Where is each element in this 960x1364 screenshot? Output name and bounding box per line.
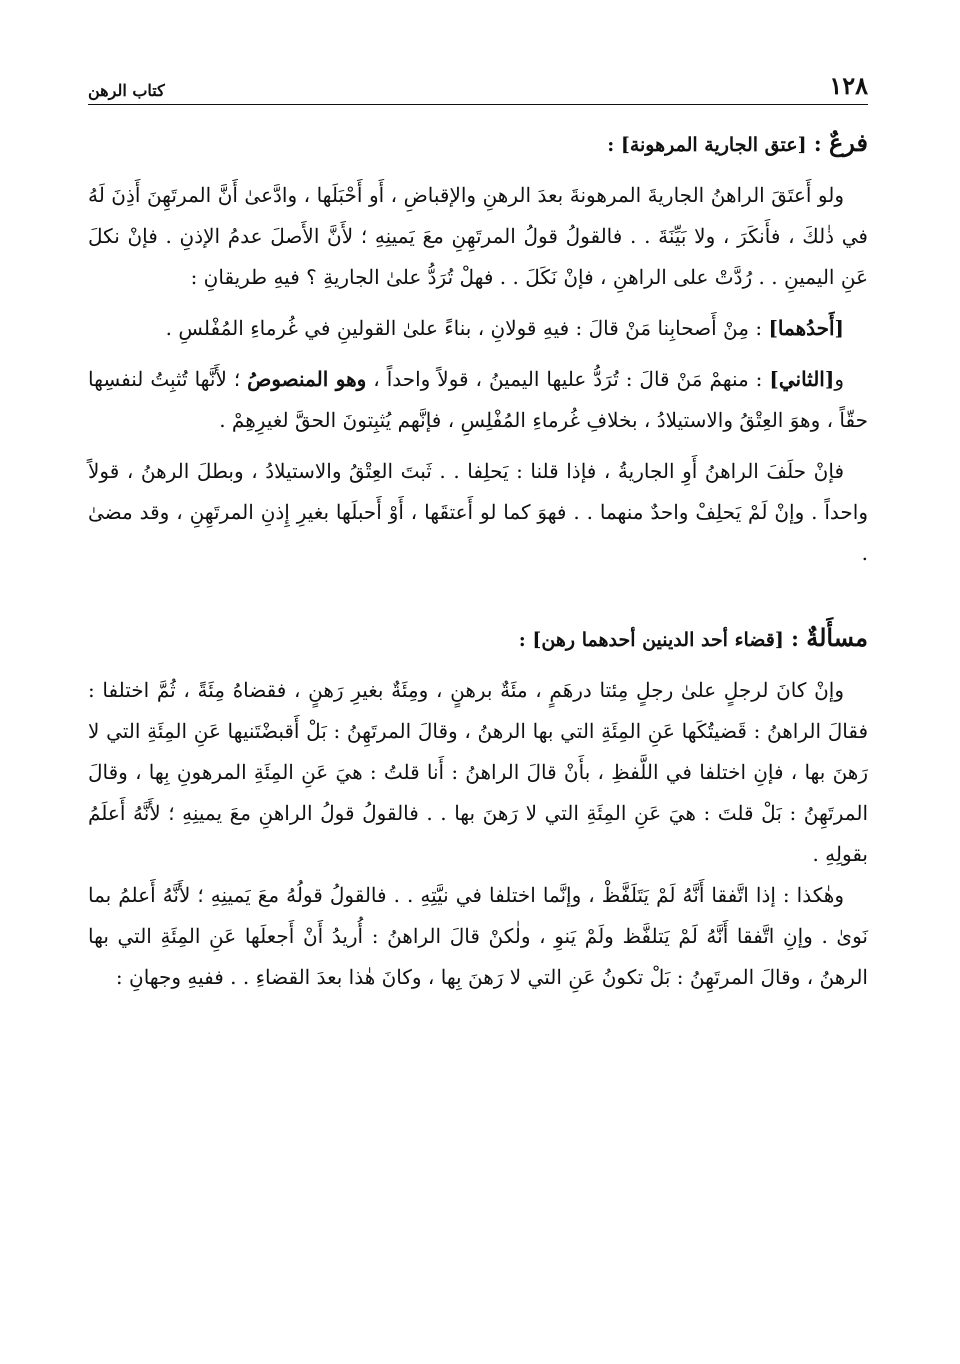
paragraph-text: : منهمْ مَنْ قالَ : تُرَدُّ عليها اليمينُ ، قولاً واحداً ، xyxy=(366,367,770,391)
label-mansus: وهو المنصوصُ xyxy=(247,367,367,391)
label-first: [أَحدُهما] xyxy=(768,316,844,340)
paragraph-prefix: و xyxy=(834,367,844,391)
running-header xyxy=(88,70,868,105)
paragraph xyxy=(88,308,868,349)
page xyxy=(88,70,868,998)
section-heading-masala xyxy=(88,618,868,660)
heading-keyword: مسأَلةٌ xyxy=(806,623,868,652)
paragraph-text: ؛ لأَنَّها تُثبِتُ لنفسِها حقّاً ، وهوَ العِتْقُ والاستيلادُ ، بخلافِ غُرماءِ المُفْلِسِ ، فإنَّهم يُثبِتونَ الحقَّ لغيرِهِمْ . xyxy=(88,367,868,432)
paragraph: فإنْ حلَفَ الراهنُ أَوِ الجاريةُ ، فإذا قلنا : يَحلِفا . . ثَبتَ العِتْقُ والاستيلادُ ، وبطلَ الرهنُ ، قولاً واحداً . وإنْ لَمْ يَحلِفْ واحدٌ منهما . . فهوَ كما لو أَعتقَها ، أَوْ أَحبلَها بغيرِ إِذنِ المرتَهِنِ ، وقد مضىٰ . xyxy=(88,459,868,565)
section-heading-far xyxy=(88,123,868,165)
heading-separator: : xyxy=(806,131,829,156)
paragraph: وإنْ كانَ لرجلٍ علىٰ رجلٍ مِئتا درهَمٍ ، مئَةٌ برهنٍ ، ومِئَةٌ بغيرِ رَهنٍ ، فقضاهُ مِئَةً ، ثُمَّ اختلفا : فقالَ الراهنُ : قَضيتُكَها عَنِ المِئَةِ التي بها الرهنُ ، وقالَ المرتَهِنُ : بَلْ أَقبضْتَنيها عَنِ المِئَةِ التي لا رَهنَ بها ، فإنِ اختلفا في اللَّفظِ ، بأَنْ قالَ الراهنُ : أَنا قلتُ : هيَ عَنِ المِئَةِ المرهونِ بِها ، وقالَ المرتَهِنُ : بَلْ قلتَ : هيَ عَنِ المِئَةِ التي لا رَهنَ بها . . فالقولُ قولُ الراهنِ معَ يمينِهِ ؛ لأَنَّهُ أَعلَمُ بقولِهِ . xyxy=(88,678,869,866)
heading-keyword: فرعٌ xyxy=(828,128,868,157)
paragraph: ولو أَعتَقَ الراهنُ الجاريةَ المرهونةَ بعدَ الرهنِ والإقباضِ ، أَو أَحْبَلَها ، وادَّعىٰ أَنَّ المرتَهِنَ أَذِنَ لَهُ في ذٰلكَ ، فأَنكَرَ ، ولا بَيِّنَةَ . . فالقولُ قولُ المرتَهِنِ معَ يَمينِهِ ؛ لأَنَّ الأَصلَ عدمُ الإذنِ . فإنْ نكلَ عَنِ اليمينِ . . رُدَّتْ على الراهنِ ، فإنْ نَكَلَ . . فهلْ تُرَدُّ علىٰ الجاريةِ ؟ فيهِ طريقانِ : xyxy=(88,183,868,289)
book-title: كتاب الرهن xyxy=(88,81,165,100)
paragraph-text: : مِنْ أَصحابِنا مَنْ قالَ : فيهِ قولانِ ، بناءً علىٰ القولينِ في غُرماءِ المُفْلسِ . xyxy=(165,316,769,340)
heading-subtitle: [قضاء أحد الدينين أحدهما رهن] : xyxy=(518,629,784,651)
paragraph xyxy=(88,359,868,441)
paragraph: وهٰكذا : إذا اتَّفقا أَنَّهُ لَمْ يَتَلَفَّظْ ، وإنَّما اختلفا في نيَّتِهِ . . فالقولُ قولُهُ معَ يَمينِهِ ؛ لأَنَّهُ أَعلمُ بما نَوىٰ . وإنِ اتَّفقا أَنَّهُ لَمْ يَتلفَّظ ولَمْ يَنوِ ، ولٰكنْ قالَ الراهنُ : أُريدُ أَنْ أَجعلَها عَنِ المِئَةِ التي بها الرهنُ ، وقالَ المرتَهِنُ : بَلْ تكونُ عَنِ التي لا رَهنَ بِها ، وكانَ هٰذا بعدَ القضاءِ . . ففيهِ وجهانِ : xyxy=(88,883,868,989)
page-number: ١٢٨ xyxy=(829,71,868,100)
heading-separator: : xyxy=(783,626,807,651)
section-far xyxy=(88,123,868,574)
heading-subtitle: [عتق الجارية المرهونة] : xyxy=(607,134,807,156)
section-masala xyxy=(88,618,868,998)
label-second: [الثاني] xyxy=(769,367,835,391)
